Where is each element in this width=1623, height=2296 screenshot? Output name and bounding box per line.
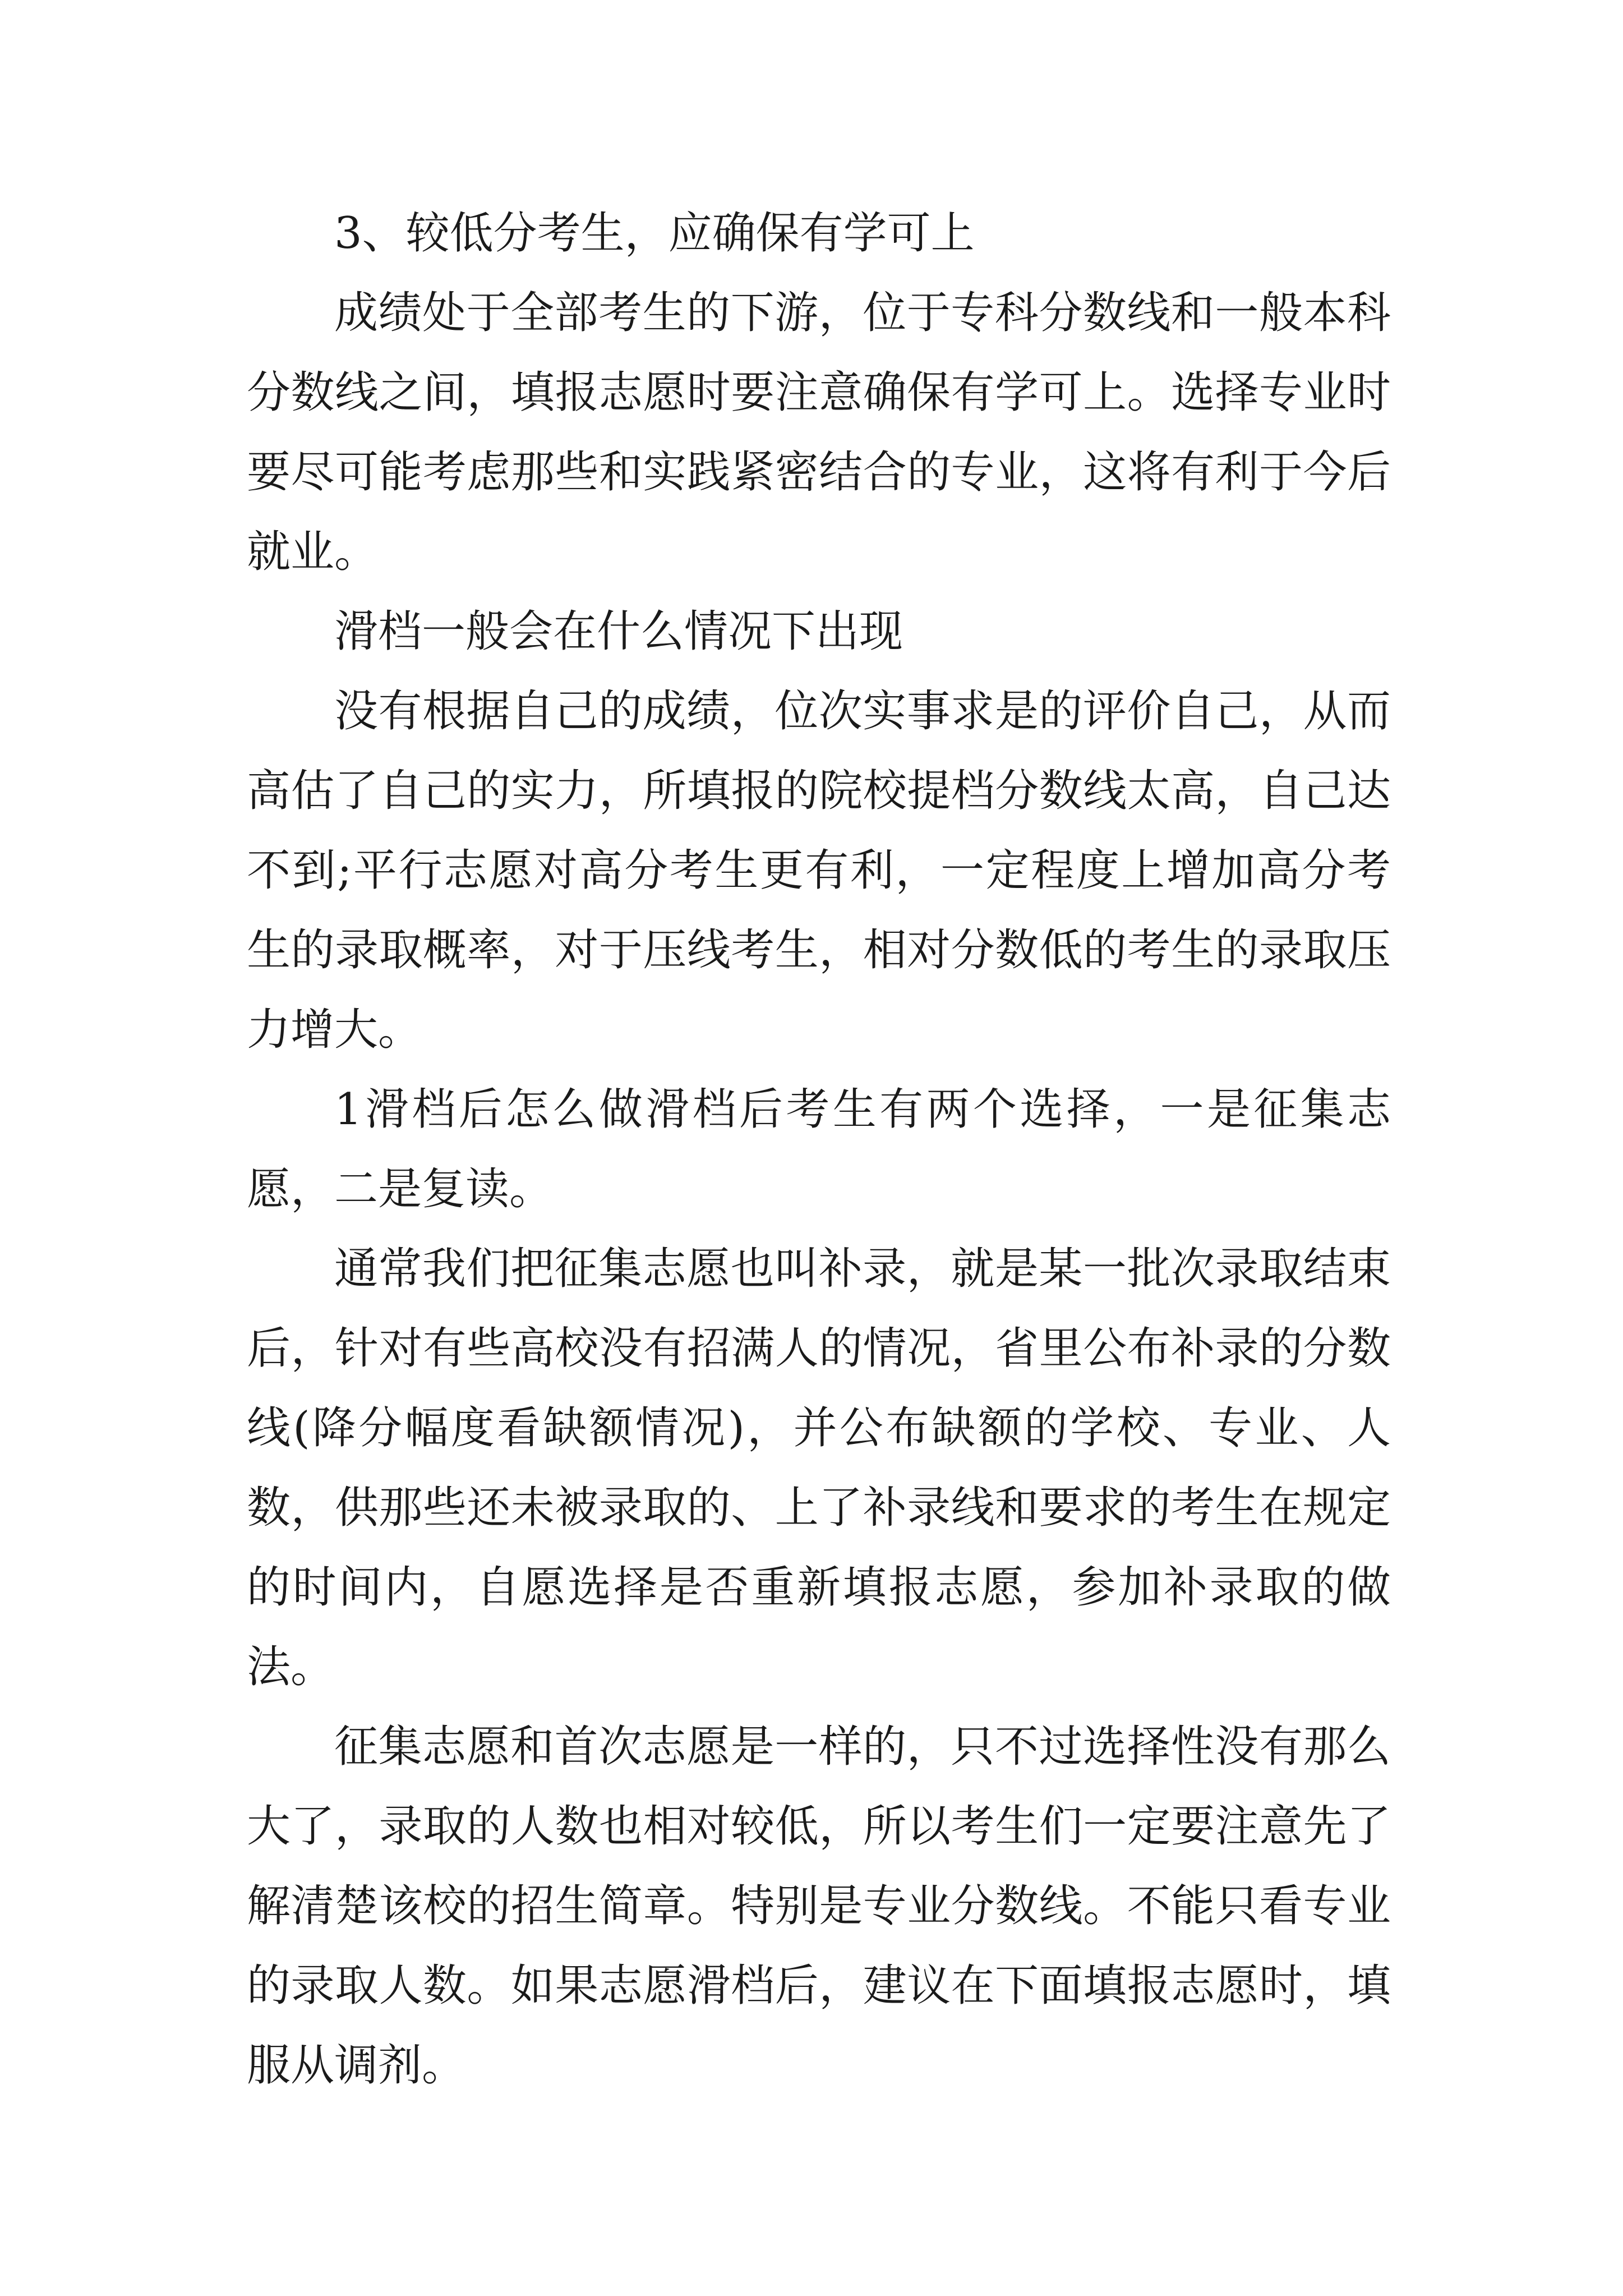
paragraph-slip-causes: 没有根据自己的成绩，位次实事求是的评价自己，从而高估了自己的实力，所填报的院校提档分数线太高，自己达不到;平行志愿对高分考生更有利，一定程度上增加高分考生的录取概率，对于压线考生，相对分数低的考生的录取压力增大。 xyxy=(247,686,1391,1055)
document-body xyxy=(247,194,1391,2105)
paragraph-low-score-advice: 成绩处于全部考生的下游，位于专科分数线和一般本科分数线之间，填报志愿时要注意确保有学可上。选择专业时要尽可能考虑那些和实践紧密结合的专业，这将有利于今后就业。 xyxy=(247,288,1391,577)
section-heading-slip-cases: 滑档一般会在什么情况下出现 xyxy=(334,606,903,657)
paragraph-supplementary-admission: 通常我们把征集志愿也叫补录，就是某一批次录取结束后，针对有些高校没有招满人的情况，省里公布补录的分数线(降分幅度看缺额情况)，并公布缺额的学校、专业、人数，供那些还未被录取的、上了补录线和要求的考生在规定的时间内，自愿选择是否重新填报志愿，参加补录取的做法。 xyxy=(247,1244,1391,1692)
paragraph-supplementary-advice: 征集志愿和首次志愿是一样的，只不过选择性没有那么大了，录取的人数也相对较低，所以考生们一定要注意先了解清楚该校的招生简章。特别是专业分数线。不能只看专业的录取人数。如果志愿滑档后，建议在下面填报志愿时，填服从调剂。 xyxy=(247,1722,1391,2091)
paragraph-slip-options: 1滑档后怎么做滑档后考生有两个选择，一是征集志愿，二是复读。 xyxy=(247,1084,1391,1214)
section-heading-low-score: 3、较低分考生，应确保有学可上 xyxy=(334,208,975,259)
